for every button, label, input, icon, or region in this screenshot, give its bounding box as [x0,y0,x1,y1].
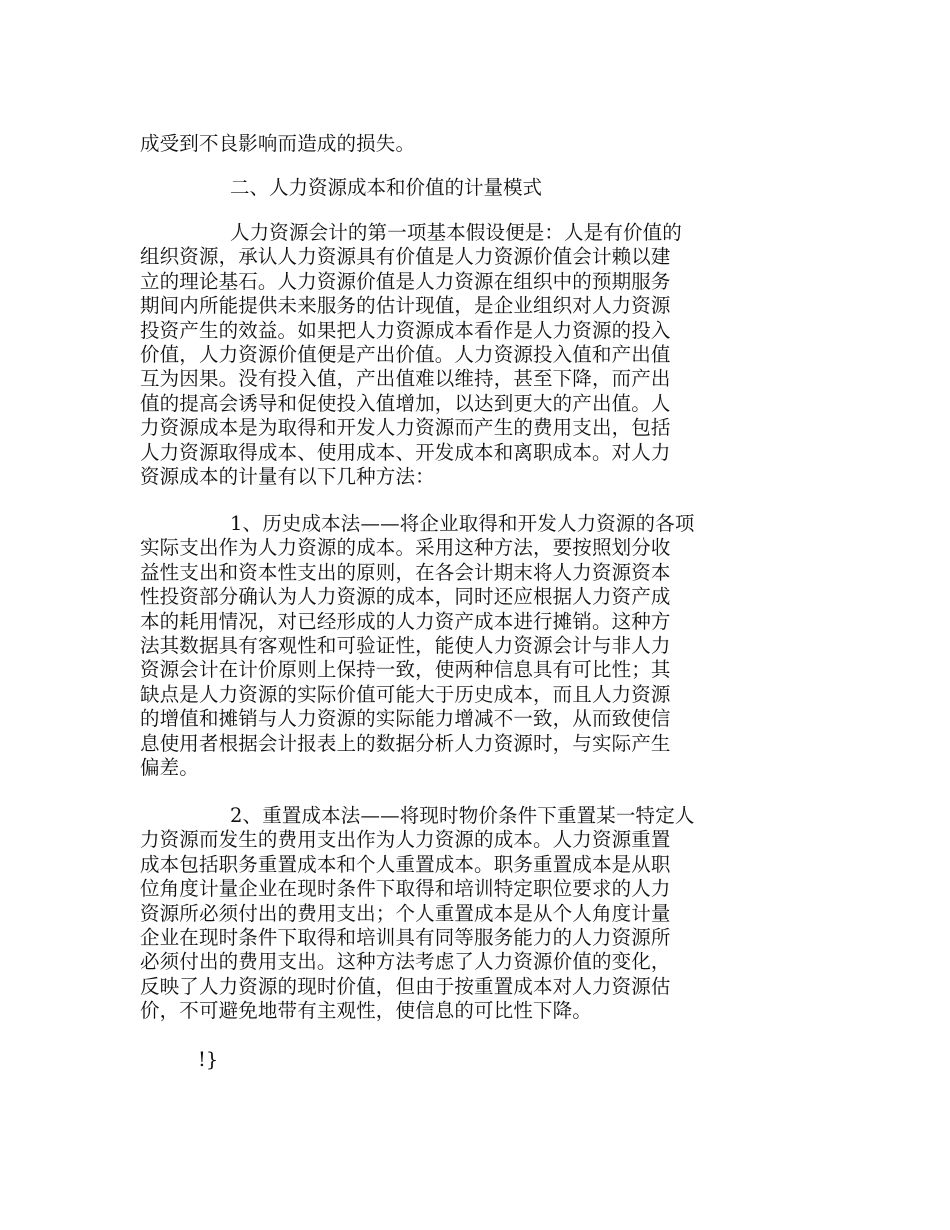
text-line: 力资源成本是为取得和开发人力资源而产生的费用支出，包括 [140,416,671,440]
text-line: 投资产生的效益。如果把人力资源成本看作是人力资源的投入 [140,318,671,342]
text-line: 反映了人力资源的现时价值，但由于按重置成本对人力资源估 [140,974,671,998]
text-line: 成本包括职务重置成本和个人重置成本。职务重置成本是从职 [140,852,671,876]
text-line: 2、重置成本法——将现时物价条件下重置某一特定人 [230,804,695,827]
text-line: 资源所必须付出的费用支出；个人重置成本是从个人角度计量 [140,901,671,925]
text-line: 益性支出和资本性支出的原则，在各会计期末将人力资源资本 [140,560,671,584]
text-line: 期间内所能提供未来服务的估计现值，是企业组织对人力资源 [140,294,671,318]
text-line: 法其数据具有客观性和可验证性，能使人力资源会计与非人力 [140,634,671,658]
text-line: 本的耗用情况，对已经形成的人力资产成本进行摊销。这种方 [140,609,671,633]
section-heading: 二、人力资源成本和价值的计量模式 [230,176,543,199]
text-line: 人力资源取得成本、使用成本、开发成本和离职成本。对人力 [140,440,671,464]
text-line: 资源成本的计量有以下几种方法： [140,465,435,489]
text-line: 人力资源会计的第一项基本假设便是：人是有价值的 [230,221,682,244]
paragraph-2 [140,512,740,780]
text-line: 必须付出的费用支出。这种方法考虑了人力资源价值的变化， [140,950,671,974]
top-fragment [140,132,740,156]
text-line: 成受到不良影响而造成的损失。 [140,132,416,155]
text-line: 价值，人力资源价值便是产出价值。人力资源投入值和产出值 [140,343,671,367]
text-line: 息使用者根据会计报表上的数据分析人力资源时，与实际产生 [140,731,671,755]
text-line: 力资源而发生的费用支出作为人力资源的成本。人力资源重置 [140,828,671,852]
text-line: 的增值和摊销与人力资源的实际能力增减不一致，从而致使信 [140,707,671,731]
text-line: 价，不可避免地带有主观性，使信息的可比性下降。 [140,999,592,1023]
text-line: 立的理论基石。人力资源价值是人力资源在组织中的预期服务 [140,269,671,293]
text-line: 组织资源，承认人力资源具有价值是人力资源价值会计赖以建 [140,245,671,269]
text-line: 缺点是人力资源的实际价值可能大于历史成本，而且人力资源 [140,682,671,706]
paragraph-1 [140,221,740,489]
trailing-fragment: !} [198,1048,219,1071]
text-line: 值的提高会诱导和促使投入值增加，以达到更大的产出值。人 [140,391,671,415]
text-line: 互为因果。没有投入值，产出值难以维持，甚至下降，而产出 [140,367,671,391]
text-line: 位角度计量企业在现时条件下取得和培训特定职位要求的人力 [140,877,671,901]
text-line: 性投资部分确认为人力资源的成本，同时还应根据人力资产成 [140,585,671,609]
text-line: 1、历史成本法——将企业取得和开发人力资源的各项 [230,512,695,535]
text-line: 企业在现时条件下取得和培训具有同等服务能力的人力资源所 [140,926,671,950]
text-line: 资源会计在计价原则上保持一致，使两种信息具有可比性；其 [140,658,671,682]
text-line: 实际支出作为人力资源的成本。采用这种方法，要按照划分收 [140,536,671,560]
text-line: 偏差。 [140,756,199,780]
paragraph-3 [140,804,740,1024]
